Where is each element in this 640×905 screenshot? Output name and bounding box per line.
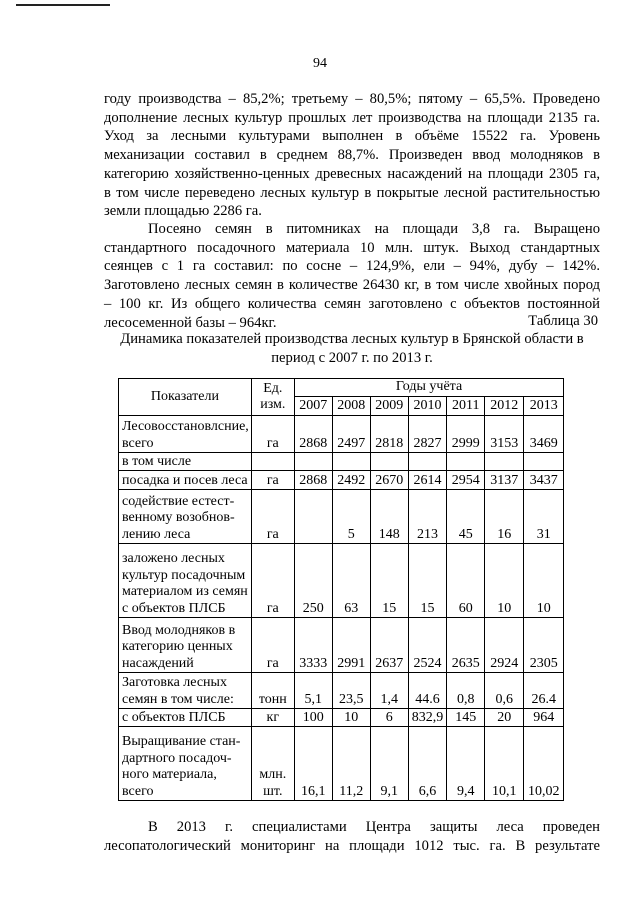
unit-line: га: [266, 435, 279, 451]
value-cell: 11,2: [332, 727, 370, 801]
value-cell: 3137: [485, 471, 524, 490]
indicator-line: семян в том числе:: [122, 691, 234, 707]
indicator-line: лению леса: [122, 526, 191, 542]
text-line: лесопатологический мониторинг на площади 1012 тыс. га. В результате: [104, 837, 600, 854]
value-cell: 16: [485, 490, 524, 544]
value-cell: 2492: [332, 471, 370, 490]
indicator-line: дартного посадоч-: [122, 750, 232, 766]
text-line: В 2013 г. специалистами Центра защиты леса проведен: [148, 819, 600, 835]
indicator-cell: [119, 727, 252, 801]
caption-line: период с 2007 г. по 2013 г.: [271, 349, 433, 366]
indicator-line: ного материала,: [122, 767, 217, 783]
indicator-line: всего: [122, 435, 154, 451]
text-line: стандартного посадочного материала 10 млн. штук. Выход стандартных: [104, 239, 600, 256]
value-cell: 15: [370, 544, 408, 618]
production-dynamics-table: [118, 378, 564, 801]
value-cell: 44.6: [408, 673, 447, 709]
table-row: [119, 490, 564, 544]
year-header: 2009: [370, 397, 408, 416]
unit-cell: [251, 709, 294, 727]
indicator-cell: [119, 490, 252, 544]
year-header: 2013: [524, 397, 564, 416]
indicator-line: с объектов ПЛСБ: [122, 600, 226, 616]
paragraph-monitoring: [104, 818, 600, 855]
page-number: 94: [313, 56, 327, 71]
value-cell: 3469: [524, 416, 564, 453]
unit-line: млн.: [259, 767, 287, 783]
indicator-cell: [119, 618, 252, 673]
value-cell: 0,6: [485, 673, 524, 709]
text-line: Заготовлено лесных семян в количестве 26430 кг, в том числе хвойных пород: [104, 277, 600, 294]
value-cell: 2637: [370, 618, 408, 673]
text-line: дополнение лесных культур прошлых лет производства на площади 2135 га.: [104, 109, 600, 126]
value-cell: [294, 490, 332, 544]
value-cell: 9,4: [447, 727, 485, 801]
unit-line: шт.: [263, 783, 283, 799]
value-cell: 250: [294, 544, 332, 618]
value-cell: 213: [408, 490, 447, 544]
indicator-line: всего: [122, 783, 154, 799]
year-header: 2010: [408, 397, 447, 416]
value-cell: 2818: [370, 416, 408, 453]
value-cell: 5,1: [294, 673, 332, 709]
value-cell: 148: [370, 490, 408, 544]
indicator-line: Выращивание стан-: [122, 734, 241, 750]
value-cell: [294, 453, 332, 471]
table-row: [119, 673, 564, 709]
value-cell: [447, 453, 485, 471]
indicator-line: венному возобнов-: [122, 510, 235, 526]
text-line: – 100 кг. Из общего количества семян заготовлено с объектов постоянной: [104, 295, 600, 312]
value-cell: 63: [332, 544, 370, 618]
indicator-line: Заготовка лесных: [122, 675, 227, 691]
year-header: 2011: [447, 397, 485, 416]
value-cell: 2305: [524, 618, 564, 673]
value-cell: 10,1: [485, 727, 524, 801]
unit-cell: [251, 453, 294, 471]
header-years-group: Годы учёта: [294, 379, 564, 397]
value-cell: 964: [524, 709, 564, 727]
value-cell: 2635: [447, 618, 485, 673]
table-row: [119, 544, 564, 618]
indicator-cell: [119, 471, 252, 490]
value-cell: 45: [447, 490, 485, 544]
indicator-cell: [119, 709, 252, 727]
unit-line: кг: [266, 709, 280, 725]
header-unit: [251, 379, 294, 416]
value-cell: 3333: [294, 618, 332, 673]
indicator-line: с объектов ПЛСБ: [122, 709, 226, 725]
value-cell: 6: [370, 709, 408, 727]
value-cell: 5: [332, 490, 370, 544]
unit-cell: [251, 471, 294, 490]
unit-cell: [251, 727, 294, 801]
value-cell: [370, 453, 408, 471]
unit-line: га: [266, 472, 279, 488]
value-cell: [332, 453, 370, 471]
table-row: [119, 471, 564, 490]
value-cell: 3437: [524, 471, 564, 490]
indicator-cell: [119, 673, 252, 709]
value-cell: [524, 453, 564, 471]
table-caption: [104, 330, 600, 367]
value-cell: 832,9: [408, 709, 447, 727]
indicator-cell: [119, 544, 252, 618]
value-cell: 60: [447, 544, 485, 618]
value-cell: 2827: [408, 416, 447, 453]
value-cell: 26.4: [524, 673, 564, 709]
text-line: году производства – 85,2%; третьему – 80,5%; пятому – 65,5%. Проведено: [104, 91, 600, 107]
value-cell: 2924: [485, 618, 524, 673]
value-cell: 15: [408, 544, 447, 618]
indicator-line: Ввод молодняков в: [122, 622, 236, 638]
indicator-cell: [119, 453, 252, 471]
indicator-line: культур посадочным: [122, 567, 246, 583]
header-indicators: Показатели: [119, 379, 252, 416]
unit-cell: [251, 490, 294, 544]
text-line: земли площадью 2286 га.: [104, 203, 262, 220]
year-header: 2012: [485, 397, 524, 416]
value-cell: 10: [332, 709, 370, 727]
year-header: 2007: [294, 397, 332, 416]
header-unit-line: изм.: [260, 397, 286, 412]
value-cell: 2991: [332, 618, 370, 673]
value-cell: 0,8: [447, 673, 485, 709]
table-row: [119, 727, 564, 801]
value-cell: [485, 453, 524, 471]
indicator-cell: [119, 416, 252, 453]
indicator-line: материалом из семян: [122, 584, 248, 600]
value-cell: 2497: [332, 416, 370, 453]
value-cell: 2524: [408, 618, 447, 673]
unit-cell: [251, 544, 294, 618]
indicator-line: Лесовосстановлсние,: [122, 419, 249, 435]
table-row: [119, 453, 564, 471]
value-cell: 2868: [294, 471, 332, 490]
value-cell: [408, 453, 447, 471]
text-line: категорию хозяйственно-ценных древесных насаждений на площади 2305 га,: [104, 165, 600, 182]
indicator-line: заложено лесных: [122, 551, 225, 567]
value-cell: 6,6: [408, 727, 447, 801]
value-cell: 16,1: [294, 727, 332, 801]
top-rule: [16, 4, 110, 6]
text-line: Уход за лесными культурами выполнен в объёме 15522 га. Уровень: [104, 128, 600, 145]
value-cell: 3153: [485, 416, 524, 453]
caption-line: Динамика показателей производства лесных культур в Брянской области в: [120, 331, 584, 347]
value-cell: 2614: [408, 471, 447, 490]
indicator-line: насаждений: [122, 655, 194, 671]
year-header: 2008: [332, 397, 370, 416]
unit-line: га: [266, 526, 279, 542]
value-cell: 23,5: [332, 673, 370, 709]
indicator-line: в том числе: [122, 453, 192, 469]
unit-line: га: [266, 600, 279, 616]
table-row: [119, 416, 564, 453]
value-cell: 1,4: [370, 673, 408, 709]
text-line: в том числе переведено лесных культур в покрытые лесной растительностью: [104, 184, 600, 201]
value-cell: 20: [485, 709, 524, 727]
unit-line: тонн: [258, 691, 287, 707]
indicator-line: категорию ценных: [122, 639, 233, 655]
value-cell: 10,02: [524, 727, 564, 801]
unit-cell: [251, 673, 294, 709]
unit-cell: [251, 416, 294, 453]
table-number: Таблица 30: [528, 313, 598, 329]
table-row: [119, 618, 564, 673]
indicator-line: содействие естест-: [122, 493, 235, 509]
text-line: лесосеменной базы – 964кг.: [104, 314, 277, 331]
unit-cell: [251, 618, 294, 673]
value-cell: 2670: [370, 471, 408, 490]
text-line: Посеяно семян в питомниках на площади 3,8 га. Выращено: [148, 221, 600, 237]
value-cell: 31: [524, 490, 564, 544]
value-cell: 100: [294, 709, 332, 727]
value-cell: 10: [524, 544, 564, 618]
text-line: сеянцев с 1 га составил: по сосне – 124,9%, ели – 94%, дубу – 142%.: [104, 258, 600, 275]
text-line: механизации составил в среднем 88,7%. Произведен ввод молодняков в: [104, 147, 600, 164]
indicator-line: посадка и посев леса: [122, 472, 248, 488]
value-cell: 10: [485, 544, 524, 618]
value-cell: 145: [447, 709, 485, 727]
value-cell: 2999: [447, 416, 485, 453]
value-cell: 2954: [447, 471, 485, 490]
paragraph-planting-results: [104, 90, 600, 221]
value-cell: 9,1: [370, 727, 408, 801]
value-cell: 2868: [294, 416, 332, 453]
table-row: [119, 709, 564, 727]
header-unit-line: Ед.: [263, 380, 283, 396]
unit-line: га: [266, 655, 279, 671]
